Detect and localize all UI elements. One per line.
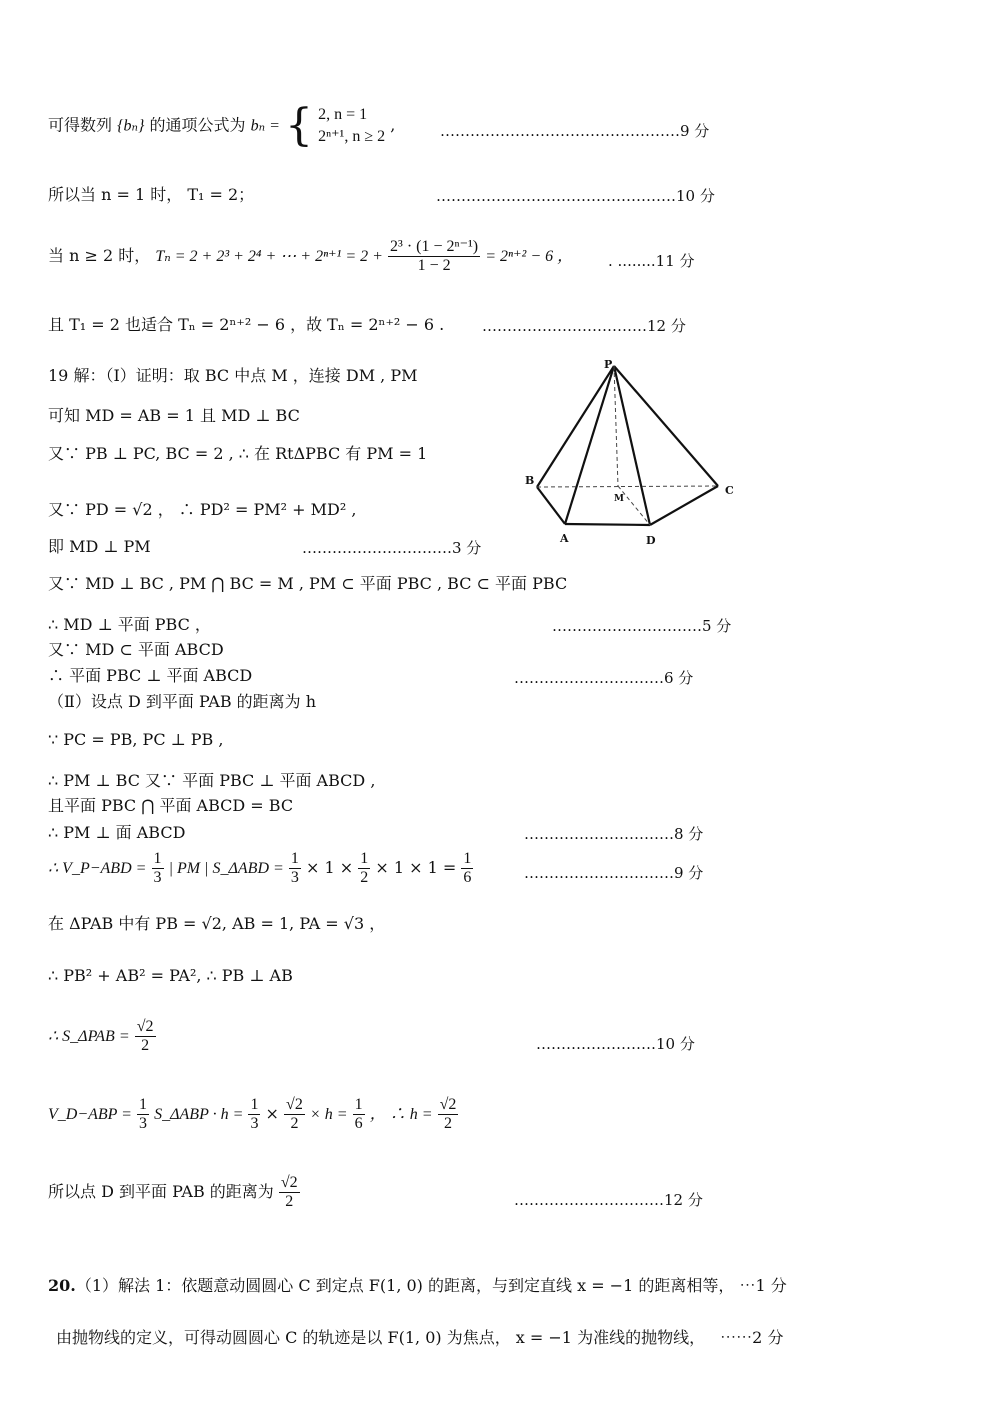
- score-2: ⋯⋯2 分: [720, 1328, 784, 1347]
- score-9b: …………………………9 分: [524, 864, 704, 882]
- line-19-intersect: 且平面 PBC ⋂ 平面 ABCD = BC: [48, 796, 294, 815]
- numerator: 1: [153, 850, 162, 867]
- case-2: 2ⁿ⁺¹, n ≥ 2: [318, 128, 386, 145]
- line-19-pc: ∵ PC = PB, PC ⊥ PB ,: [48, 730, 224, 749]
- math: | PM | S_ΔABD =: [168, 860, 284, 877]
- brace: {: [284, 100, 313, 151]
- line-19-pythag: ∴ PB² + AB² = PA², ∴ PB ⊥ AB: [48, 966, 293, 985]
- line-19-pm: 又∵ PB ⊥ PC, BC = 2 , ∴ 在 RtΔPBC 有 PM = 1: [48, 444, 428, 463]
- text: 的通项公式为: [149, 115, 246, 135]
- math: ， ∴ h =: [369, 1106, 433, 1123]
- score-10b: ……………………10 分: [536, 1035, 695, 1053]
- denominator: 3: [290, 869, 299, 886]
- denominator: 2: [285, 1193, 294, 1210]
- math: = 2ⁿ⁺² − 6 ，: [485, 248, 574, 265]
- score-5: …………………………5 分: [552, 617, 732, 635]
- line-19-perp: 即 MD ⊥ PM: [48, 537, 151, 556]
- line-19-pm-abcd: ∴ PM ⊥ 面 ABCD: [48, 823, 186, 842]
- denominator: 3: [139, 1115, 148, 1132]
- denominator: 3: [250, 1115, 259, 1132]
- text: （1）解法 1：依题意动圆圆心 C 到定点 F(1, 0) 的距离，与到定直线 x = −1 的距离相等，: [75, 1276, 735, 1295]
- edge-pa: [565, 366, 614, 524]
- fraction: [137, 1096, 149, 1133]
- line-19-volume: [48, 850, 473, 887]
- label-a: A: [560, 532, 569, 545]
- numerator: 1: [360, 850, 369, 867]
- fraction: [461, 850, 473, 887]
- pyramid-figure: [520, 352, 760, 552]
- line-t1: 所以当 n = 1 时， T₁ = 2；: [48, 185, 255, 204]
- numerator: √2: [439, 1096, 457, 1113]
- text: 由抛物线的定义，可得动圆圆心 C 的轨迹是以 F(1, 0) 为焦点， x = −1 为准线的抛物线，: [56, 1328, 706, 1347]
- math: Tₙ = 2 + 2³ + 2⁴ + ⋯ + 2ⁿ⁺¹ = 2 +: [155, 248, 383, 265]
- text: ,: [390, 115, 396, 135]
- text: 所以点 D 到平面 PAB 的距离为: [48, 1182, 274, 1201]
- edge-pb: [537, 366, 614, 487]
- score-10: …………………………………………10 分: [436, 187, 715, 205]
- score-12b: …………………………12 分: [514, 1191, 703, 1209]
- numerator: 1: [290, 850, 299, 867]
- fraction: [152, 850, 164, 887]
- cases: [318, 104, 385, 148]
- score-3: …………………………3 分: [302, 539, 482, 557]
- edge-bc-hidden: [537, 486, 718, 487]
- line-19-part2: （Ⅱ）设点 D 到平面 PAB 的距离为 h: [48, 692, 317, 711]
- fraction: [289, 850, 301, 887]
- edge-dc: [650, 486, 718, 525]
- label-c: C: [725, 484, 734, 497]
- numerator: √2: [280, 1174, 298, 1191]
- text: 可得数列: [48, 115, 113, 135]
- math: V_D−ABP =: [48, 1106, 132, 1123]
- fraction: [353, 1096, 365, 1133]
- numerator: 1: [139, 1096, 148, 1113]
- score-1: ⋯1 分: [739, 1276, 787, 1295]
- line-19-planes: 又∵ MD ⊥ BC , PM ⋂ BC = M , PM ⊂ 平面 PBC , BC ⊂ 平面 PBC: [48, 574, 568, 593]
- label-d: D: [646, 534, 656, 547]
- fraction: [248, 1096, 260, 1133]
- score-9: …………………………………………9 分: [440, 122, 710, 140]
- edge-pc: [614, 366, 718, 486]
- denominator: 2: [141, 1037, 150, 1054]
- math: bₙ =: [250, 117, 280, 135]
- math: ×: [265, 1104, 279, 1123]
- line-19-pd: 又∵ PD = √2 ， ∴ PD² = PM² + MD² ,: [48, 500, 357, 519]
- fraction: [388, 238, 480, 275]
- edge-ad: [565, 524, 650, 525]
- line-20-part1: [48, 1276, 787, 1296]
- line-tn-sum: [48, 238, 573, 275]
- line-19-plane-perp: ∴ 平面 PBC ⊥ 平面 ABCD: [48, 666, 253, 685]
- line-20-parabola: [56, 1328, 783, 1348]
- score-12: ……………………………12 分: [482, 317, 686, 335]
- numerator: 1: [463, 850, 472, 867]
- line-tn-final: 且 T₁ = 2 也适合 Tₙ = 2ⁿ⁺² − 6 ，故 Tₙ = 2ⁿ⁺² − 6 .: [48, 315, 445, 334]
- fraction: [279, 1174, 300, 1211]
- line-19-md: 可知 MD = AB = 1 且 MD ⊥ BC: [48, 406, 300, 425]
- denominator: 2: [290, 1115, 299, 1132]
- numerator: 2³ · (1 − 2ⁿ⁻¹): [390, 238, 479, 255]
- score-6: …………………………6 分: [514, 669, 694, 687]
- score-11: . ........11 分: [608, 252, 695, 270]
- math: ∴ V_P−ABD =: [48, 860, 147, 877]
- score-8: …………………………8 分: [524, 825, 704, 843]
- denominator: 6: [354, 1115, 363, 1132]
- denominator: 2: [360, 869, 369, 886]
- numerator: √2: [286, 1096, 303, 1113]
- math: ∴ S_ΔPAB =: [48, 1028, 130, 1045]
- line-general-term: [48, 100, 396, 151]
- line-19-distance: [48, 1174, 300, 1211]
- line-19-md-plane: ∴ MD ⊥ 平面 PBC ，: [48, 615, 211, 634]
- line-19-volume-h: [48, 1096, 458, 1133]
- denominator: 2: [444, 1115, 452, 1132]
- line-19-triangle: 在 ΔPAB 中有 PB = √2, AB = 1, PA = √3 ，: [48, 914, 386, 933]
- text: 当 n ≥ 2 时，: [48, 246, 151, 265]
- line-19-area: [48, 1018, 156, 1055]
- line-19-md-abcd: 又∵ MD ⊂ 平面 ABCD: [48, 640, 224, 659]
- problem-number: 20.: [48, 1276, 76, 1295]
- math: × h =: [309, 1106, 348, 1123]
- line-19-intro: 19 解：（Ⅰ）证明：取 BC 中点 M ，连接 DM , PM: [48, 366, 418, 385]
- numerator: 1: [354, 1096, 363, 1113]
- denominator: 6: [463, 869, 472, 886]
- math: {bₙ}: [117, 117, 145, 135]
- fraction: [284, 1096, 305, 1133]
- numerator: 1: [250, 1096, 259, 1113]
- denominator: 1 − 2: [417, 257, 451, 274]
- label-p: P: [604, 358, 613, 371]
- fraction: [135, 1018, 156, 1055]
- math: S_ΔABP · h =: [154, 1106, 244, 1123]
- case-1: 2, n = 1: [318, 106, 368, 123]
- numerator: √2: [136, 1018, 154, 1035]
- edge-ba: [537, 487, 565, 524]
- denominator: 3: [153, 869, 162, 886]
- math: × 1 ×: [305, 858, 354, 877]
- math: × 1 × 1 =: [375, 858, 457, 877]
- label-b: B: [525, 474, 535, 487]
- fraction: [438, 1096, 459, 1133]
- line-19-pm-bc: ∴ PM ⊥ BC 又∵ 平面 PBC ⊥ 平面 ABCD ,: [48, 771, 376, 790]
- label-m: M: [614, 494, 624, 504]
- fraction: [358, 850, 370, 887]
